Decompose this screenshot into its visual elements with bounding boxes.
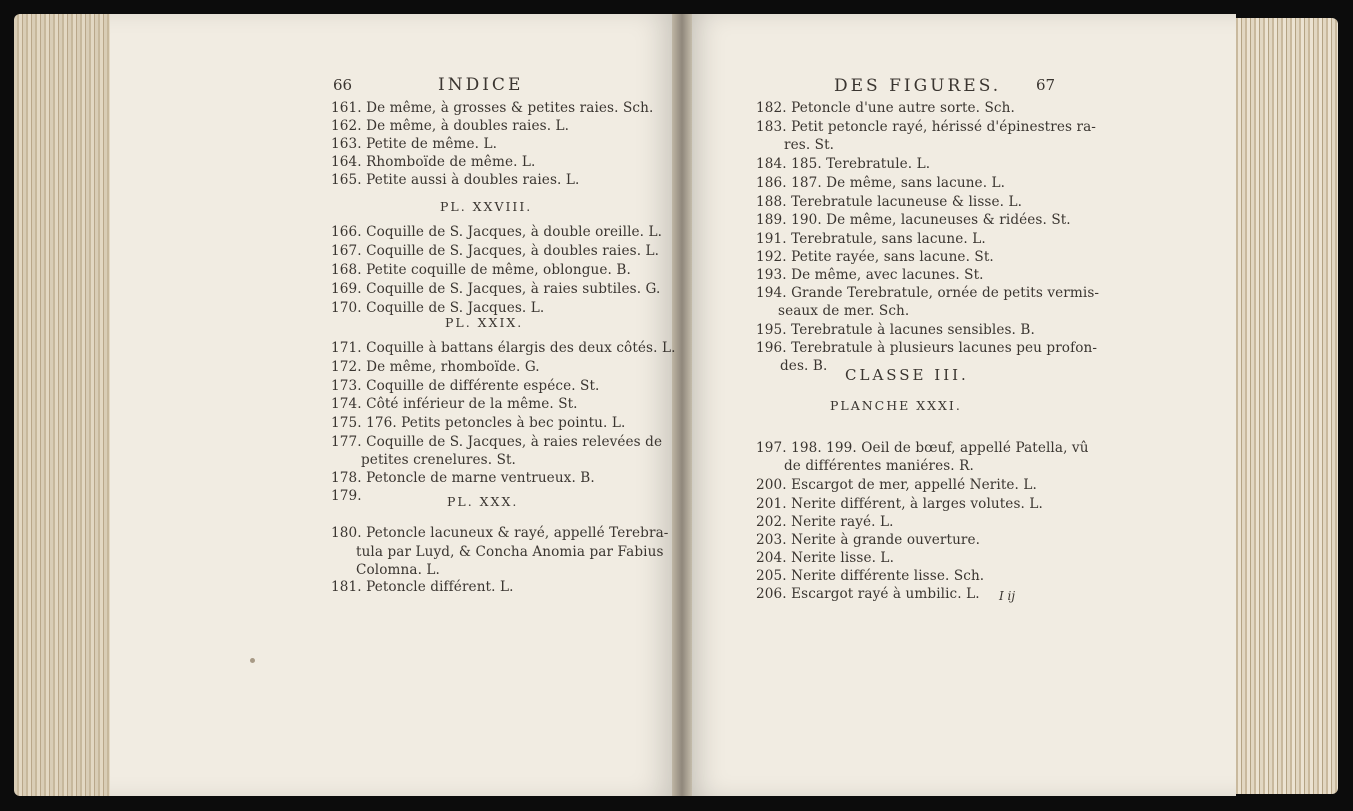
entry-193: 193. De même, avec lacunes. St. — [756, 267, 984, 283]
entry-200: 200. Escargot de mer, appellé Nerite. L. — [756, 477, 1037, 493]
entry-180-cont-2: Colomna. L. — [356, 562, 440, 578]
entry-168: 168. Petite coquille de même, oblongue. B. — [331, 262, 631, 278]
entry-172: 172. De même, rhomboïde. G. — [331, 359, 540, 375]
paper-spot — [250, 658, 255, 663]
entry-173: 173. Coquille de différente espéce. St. — [331, 378, 600, 394]
entry-180-cont-1: tula par Luyd, & Concha Anomia par Fabius — [356, 544, 664, 560]
entry-164: 164. Rhomboïde de même. L. — [331, 154, 536, 170]
entry-186-187: 186. 187. De même, sans lacune. L. — [756, 175, 1006, 191]
entry-182: 182. Petoncle d'une autre sorte. Sch. — [756, 100, 1015, 116]
entry-163: 163. Petite de même. L. — [331, 136, 498, 152]
entry-162: 162. De même, à doubles raies. L. — [331, 118, 570, 134]
entry-177: 177. Coquille de S. Jacques, à raies relevées de — [331, 434, 663, 450]
entry-178: 178. Petoncle de marne ventrueux. B. — [331, 470, 595, 486]
left-page-number: 66 — [333, 76, 353, 94]
plate-heading-30: PL. XXX. — [447, 494, 519, 509]
entry-170: 170. Coquille de S. Jacques. L. — [331, 300, 545, 316]
entry-171: 171. Coquille à battans élargis des deux côtés. L. — [331, 340, 676, 356]
entry-166: 166. Coquille de S. Jacques, à double oreille. L. — [331, 224, 663, 240]
book-page-edges-right — [1224, 18, 1338, 794]
entry-189-190: 189. 190. De même, lacuneuses & ridées. St. — [756, 212, 1071, 228]
book-gutter — [672, 14, 692, 796]
entry-165: 165. Petite aussi à doubles raies. L. — [331, 172, 580, 188]
entry-183-cont: res. St. — [784, 137, 835, 153]
plate-heading-28: PL. XXVIII. — [440, 199, 533, 214]
entry-184-185: 184. 185. Terebratule. L. — [756, 156, 931, 172]
entry-174: 174. Côté inférieur de la même. St. — [331, 396, 578, 412]
entry-167: 167. Coquille de S. Jacques, à doubles raies. L. — [331, 243, 660, 259]
entry-196-cont: des. B. — [780, 358, 828, 374]
plate-heading-29: PL. XXIX. — [445, 315, 524, 330]
right-page-number: 67 — [1036, 76, 1056, 94]
entry-175-176: 175. 176. Petits petoncles à bec pointu. L. — [331, 415, 626, 431]
entry-192: 192. Petite rayée, sans lacune. St. — [756, 249, 994, 265]
entry-196: 196. Terebratule à plusieurs lacunes peu profon- — [756, 340, 1098, 356]
entry-194: 194. Grande Terebratule, ornée de petits vermis- — [756, 285, 1100, 301]
entry-197-199: 197. 198. 199. Oeil de bœuf, appellé Patella, vû — [756, 440, 1089, 456]
entry-161: 161. De même, à grosses & petites raies. Sch. — [331, 100, 654, 116]
entry-191: 191. Terebratule, sans lacune. L. — [756, 231, 986, 247]
left-running-head: INDICE — [438, 75, 524, 95]
entry-202: 202. Nerite rayé. L. — [756, 514, 894, 530]
right-running-head: DES FIGURES. — [834, 76, 1002, 96]
entry-181: 181. Petoncle différent. L. — [331, 579, 514, 595]
signature-mark: I ij — [999, 589, 1016, 603]
classe-heading: CLASSE III. — [845, 366, 969, 384]
entry-177-cont: petites crenelures. St. — [361, 452, 516, 468]
entry-203: 203. Nerite à grande ouverture. — [756, 532, 981, 548]
entry-180: 180. Petoncle lacuneux & rayé, appellé Terebra- — [331, 525, 669, 541]
entry-201: 201. Nerite différent, à larges volutes. L. — [756, 496, 1043, 512]
entry-197-199-cont: de différentes maniéres. R. — [784, 458, 974, 474]
entry-179: 179. — [331, 488, 362, 504]
entry-204: 204. Nerite lisse. L. — [756, 550, 894, 566]
planche-heading: PLANCHE XXXI. — [830, 398, 962, 413]
entry-169: 169. Coquille de S. Jacques, à raies subtiles. G. — [331, 281, 661, 297]
entry-195: 195. Terebratule à lacunes sensibles. B. — [756, 322, 1035, 338]
entry-194-cont: seaux de mer. Sch. — [778, 303, 910, 319]
entry-206: 206. Escargot rayé à umbilic. L. — [756, 586, 980, 602]
entry-205: 205. Nerite différente lisse. Sch. — [756, 568, 985, 584]
entry-188: 188. Terebratule lacuneuse & lisse. L. — [756, 194, 1023, 210]
entry-183: 183. Petit petoncle rayé, hérissé d'épinestres ra- — [756, 119, 1096, 135]
